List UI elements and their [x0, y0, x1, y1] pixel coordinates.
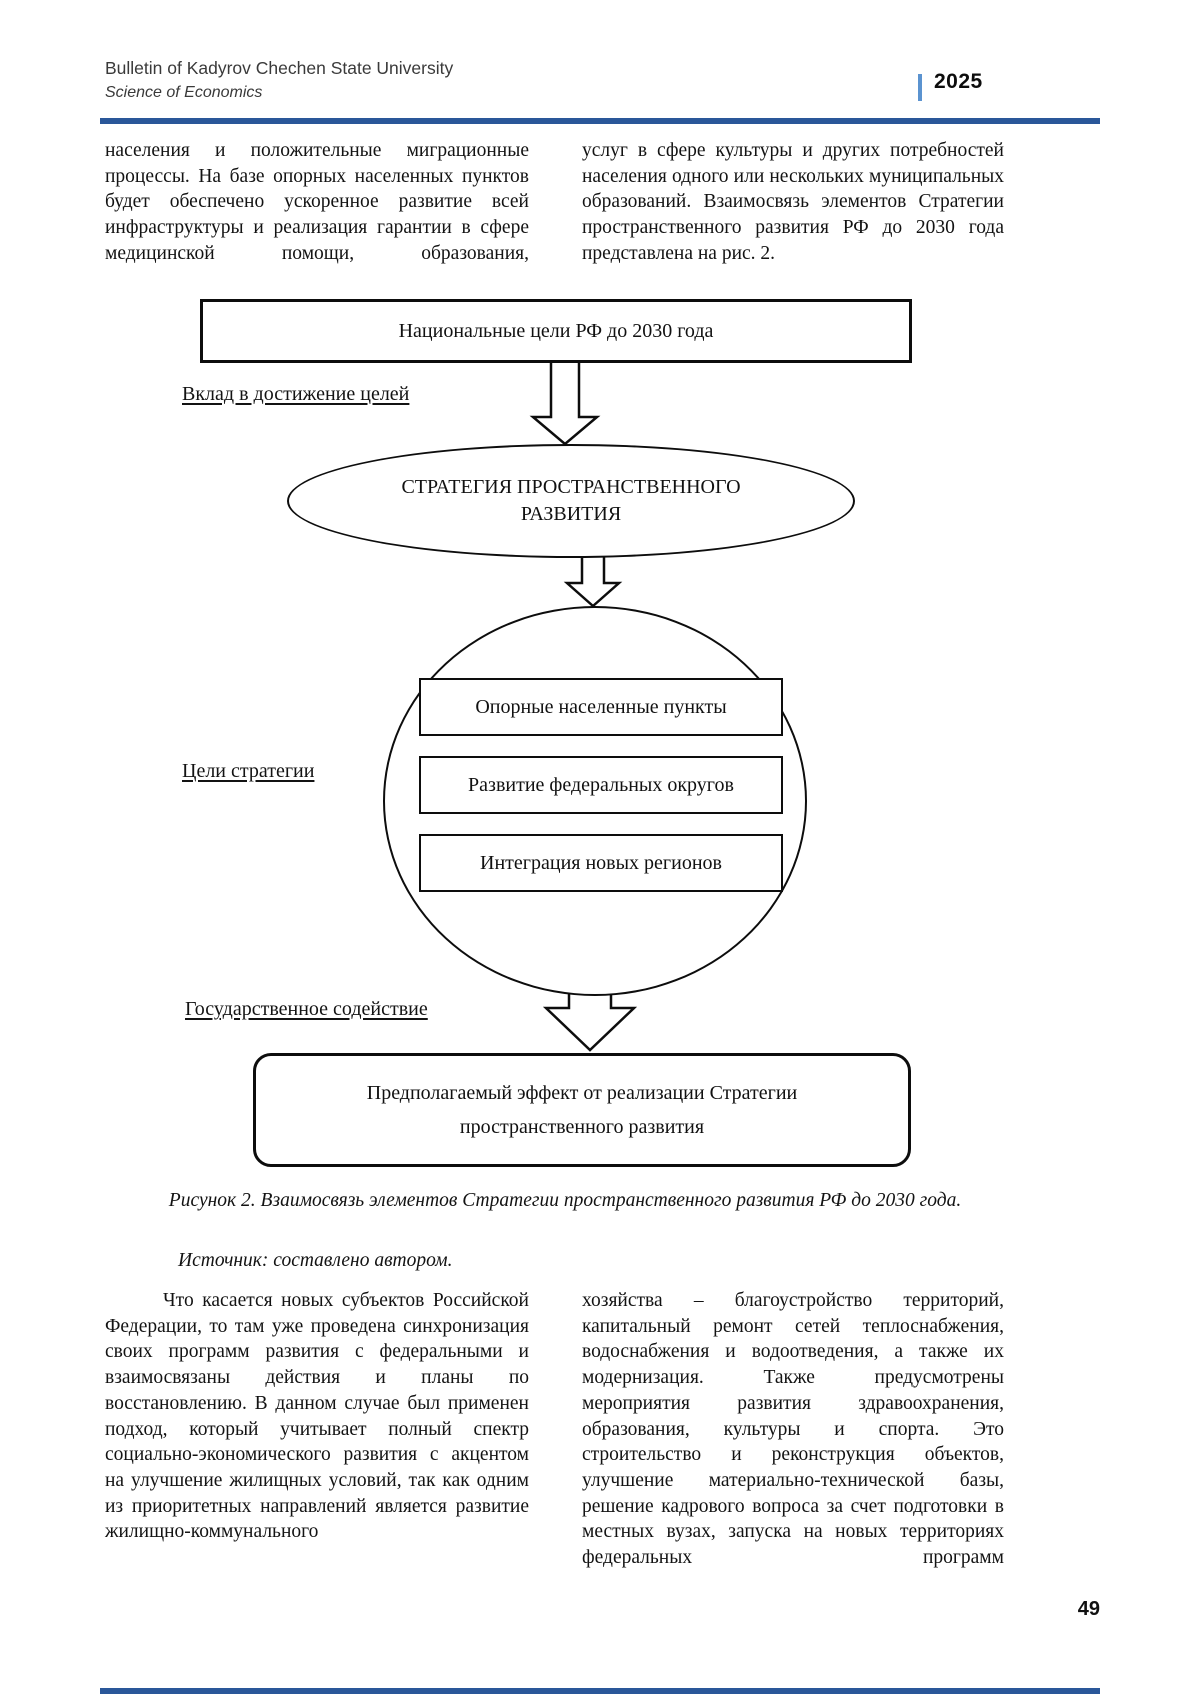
circle-item-federal-districts — [419, 756, 783, 814]
contribution-label: Вклад в достижение целей — [182, 383, 410, 405]
circle-item-support-settlements — [419, 678, 783, 736]
year-label: 2025 — [934, 70, 983, 93]
national-goals-label: Национальные цели РФ до 2030 года — [398, 319, 714, 342]
header-rule — [100, 118, 1100, 124]
footer-rule — [100, 1688, 1100, 1694]
down-arrow-icon — [567, 556, 619, 606]
circle-item-label: Развитие федеральных округов — [468, 773, 734, 796]
strategy-ellipse — [287, 444, 855, 558]
page-number: 49 — [1077, 1598, 1100, 1620]
national-goals-box — [200, 299, 912, 363]
year-divider-bar — [918, 74, 922, 101]
bottom-paragraph-left: Что касается новых субъектов Российской Федерации, то там уже проведена синхронизация своих программ развития с федеральными и взаимосвязаны действия и планы по восстановлению. В данном случае был применен подход, который учитывает полный спектр социально-экономического развития с акцентом на улучшение жилищных условий, так как одним из приоритетных направлений является развитие жилищно-коммунального — [105, 1290, 529, 1543]
bottom-paragraph-right: хозяйства – благоустройство территорий, капитальный ремонт сетей теплоснабжения, водоснабжения и водоотведения, а также их модернизация. Также предусмотрены мероприятия развития здравоохранения, образования, культуры и спорта. Это строительство и реконструкция объектов, улучшение материально-технической базы, решение кадрового вопроса за счет подготовки в местных вузах, запуска на новых территориях федеральных программ — [582, 1290, 1004, 1569]
circle-item-label: Интеграция новых регионов — [480, 851, 722, 874]
circle-item-label: Опорные населенные пункты — [475, 695, 727, 718]
figure-caption: Рисунок 2. Взаимосвязь элементов Стратегии пространственного развития РФ до 2030 года. — [168, 1190, 962, 1211]
goals-label: Цели стратегии — [182, 760, 315, 782]
journal-title: Bulletin of Kadyrov Chechen State University — [105, 58, 454, 78]
top-paragraph-right: услуг в сфере культуры и других потребностей населения одного или нескольких муниципальных образований. Взаимосвязь элементов Стратегии пространственного развития РФ до 2030 года представлена на рис. 2. — [582, 140, 1004, 264]
circle-item-new-regions — [419, 834, 783, 892]
expected-effect-label: Предполагаемый эффект от реализации Стратегии пространственного развития — [366, 1082, 798, 1138]
top-paragraph-left: населения и положительные миграционные процессы. На базе опорных населенных пунктов будет обеспечено ускоренное развитие всей инфраструктуры и реализация гарантии в сфере медицинской помощи, образования, — [105, 140, 529, 264]
expected-effect-box — [253, 1053, 911, 1167]
state-support-label: Государственное содействие — [185, 998, 428, 1020]
figure-source: Источник: составлено автором. — [178, 1250, 453, 1271]
down-arrow-icon — [533, 359, 597, 444]
strategy-ellipse-label: СТРАТЕГИЯ ПРОСТРАНСТВЕННОГО РАЗВИТИЯ — [401, 476, 741, 525]
journal-subtitle: Science of Economics — [105, 84, 263, 101]
